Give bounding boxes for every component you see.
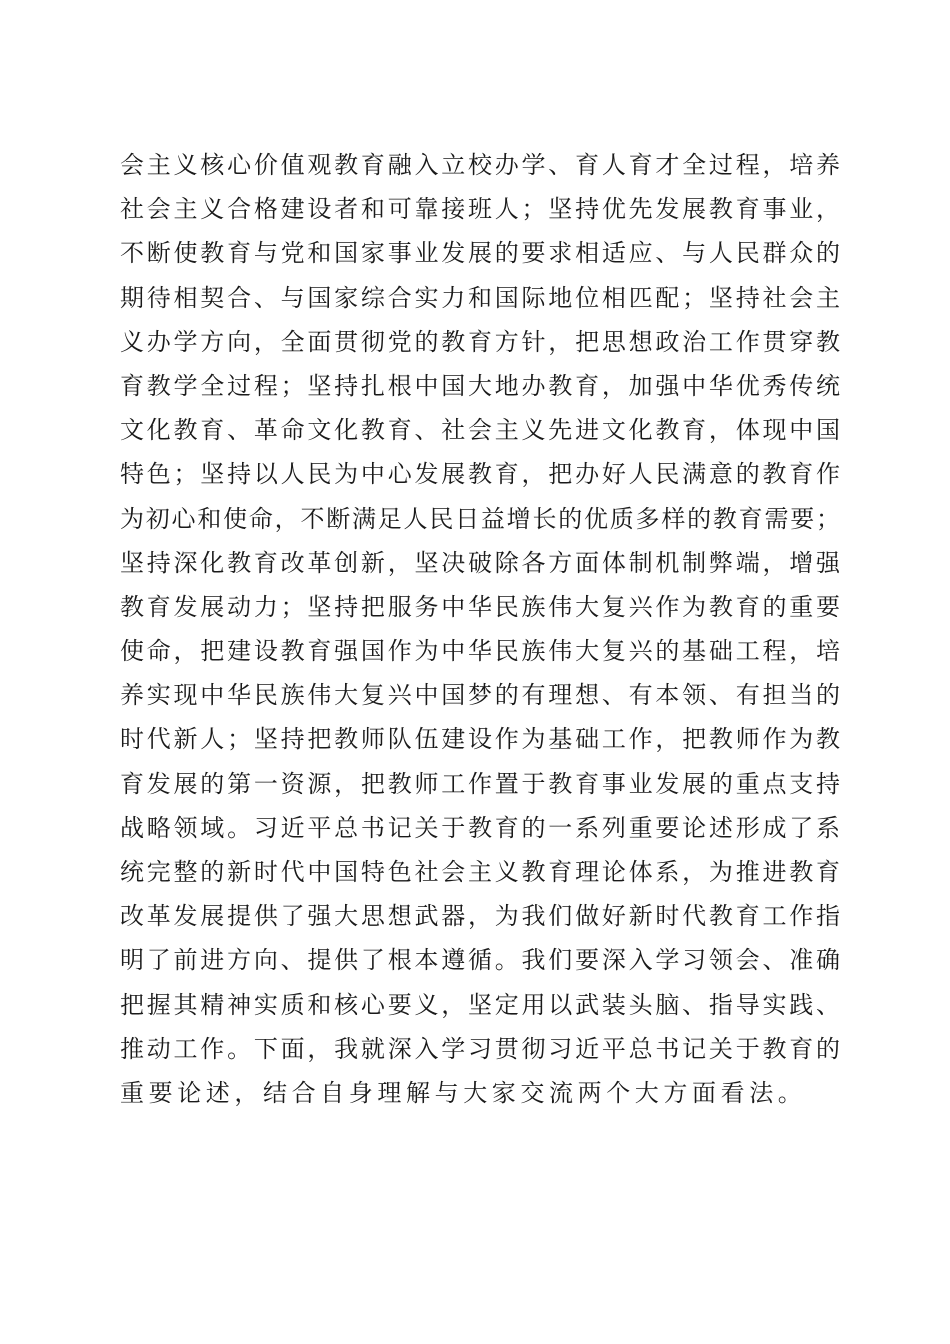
text-line: 会主义核心价值观教育融入立校办学、育人育才全过程，培养 bbox=[120, 151, 840, 179]
text-line: 使命，把建设教育强国作为中华民族伟大复兴的基础工程，培 bbox=[120, 637, 840, 666]
text-line: 育教学全过程；坚持扎根中国大地办教育，加强中华优秀传统 bbox=[120, 371, 840, 400]
text-line: 教育发展动力；坚持把服务中华民族伟大复兴作为教育的重要 bbox=[120, 592, 840, 621]
text-line: 把握其精神实质和核心要义，坚定用以武装头脑、指导实践、 bbox=[120, 990, 840, 1019]
text-line: 社会主义合格建设者和可靠接班人；坚持优先发展教育事业， bbox=[120, 195, 840, 224]
text-line: 特色；坚持以人民为中心发展教育，把办好人民满意的教育作 bbox=[120, 460, 840, 489]
text-line: 时代新人；坚持把教师队伍建设作为基础工作，把教师作为教 bbox=[120, 725, 840, 754]
text-line: 统完整的新时代中国特色社会主义教育理论体系，为推进教育 bbox=[120, 858, 840, 886]
text-line: 战略领域。习近平总书记关于教育的一系列重要论述形成了系 bbox=[120, 813, 840, 842]
text-line: 坚持深化教育改革创新，坚决破除各方面体制机制弊端，增强 bbox=[120, 548, 840, 577]
text-line: 期待相契合、与国家综合实力和国际地位相匹配；坚持社会主 bbox=[120, 283, 840, 312]
text-line: 明了前进方向、提供了根本遵循。我们要深入学习领会、准确 bbox=[120, 946, 840, 975]
text-line: 改革发展提供了强大思想武器，为我们做好新时代教育工作指 bbox=[120, 902, 840, 931]
text-line: 义办学方向，全面贯彻党的教育方针，把思想政治工作贯穿教 bbox=[120, 327, 840, 356]
text-line: 文化教育、革命文化教育、社会主义先进文化教育，体现中国 bbox=[120, 416, 840, 445]
text-line: 重要论述，结合自身理解与大家交流两个大方面看法。 bbox=[120, 1078, 807, 1107]
text-line: 育发展的第一资源，把教师工作置于教育事业发展的重点支持 bbox=[120, 769, 840, 798]
text-line: 推动工作。下面，我就深入学习贯彻习近平总书记关于教育的 bbox=[120, 1034, 840, 1063]
body-paragraph bbox=[120, 143, 840, 1115]
text-line: 为初心和使命，不断满足人民日益增长的优质多样的教育需要； bbox=[120, 504, 840, 533]
text-line: 养实现中华民族伟大复兴中国梦的有理想、有本领、有担当的 bbox=[120, 681, 840, 710]
text-line: 不断使教育与党和国家事业发展的要求相适应、与人民群众的 bbox=[120, 239, 840, 268]
